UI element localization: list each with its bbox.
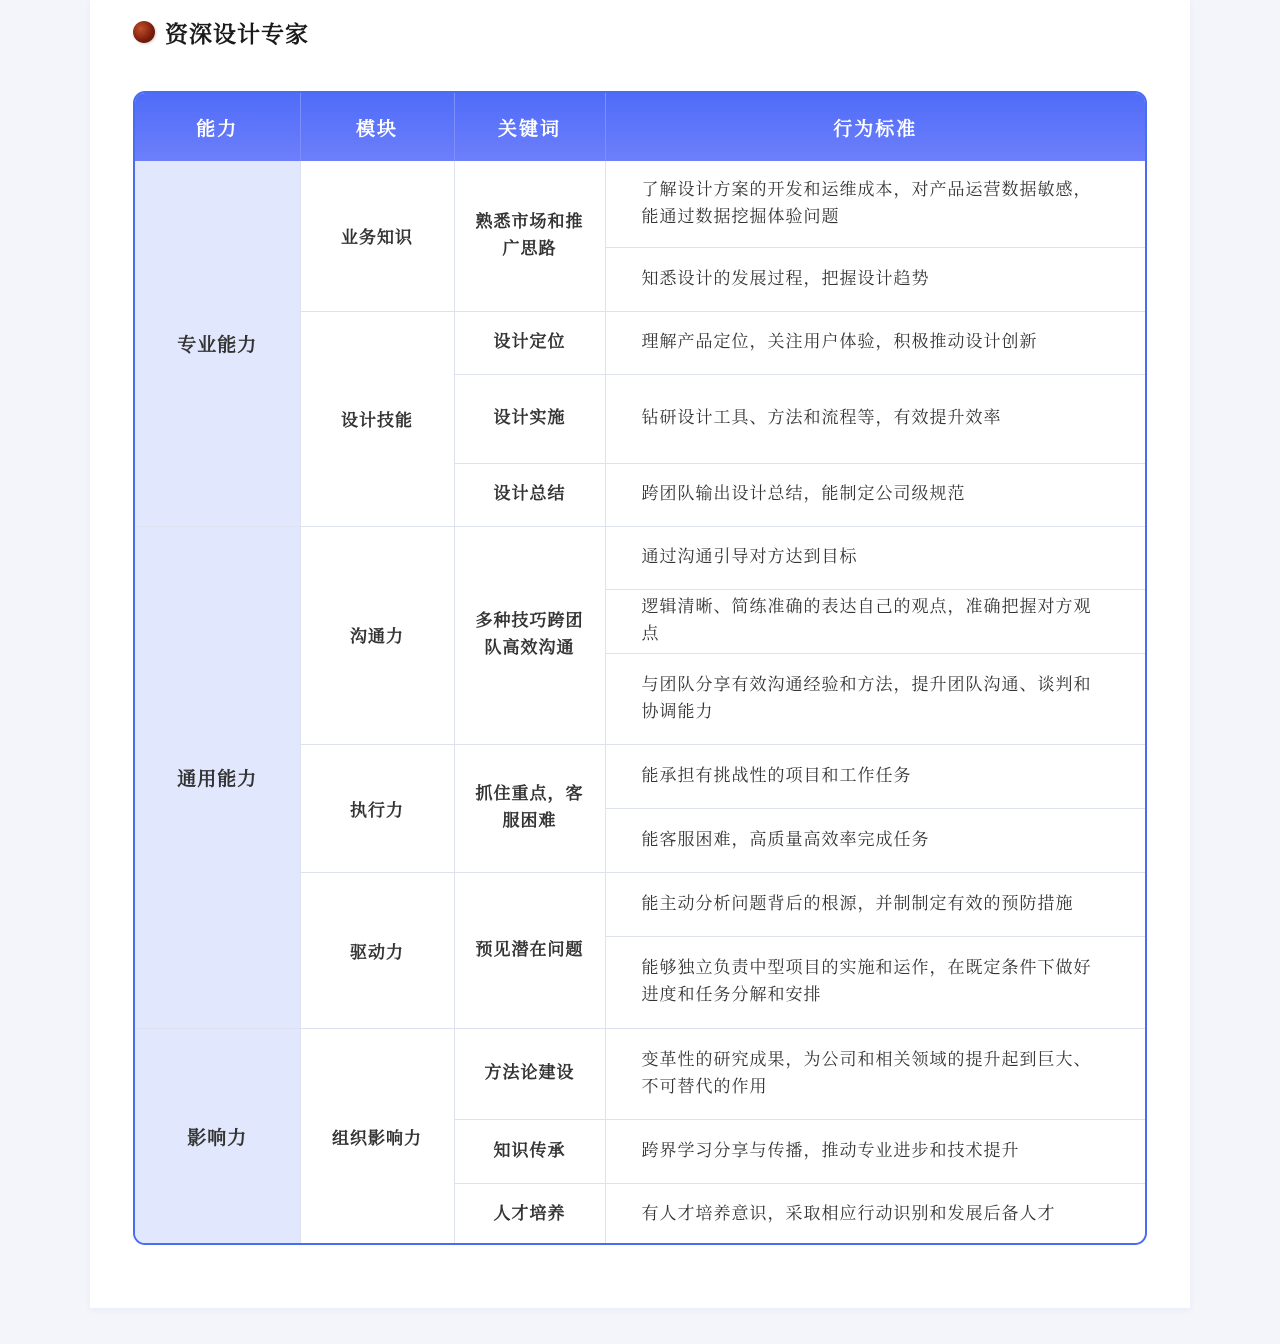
- keyword-cell: 预见潜在问题: [454, 872, 605, 1028]
- standard-cell: 逻辑清晰、简练准确的表达自己的观点，准确把握对方观点: [605, 589, 1145, 653]
- ability-cell: 影响力: [135, 1028, 300, 1245]
- module-cell: 驱动力: [300, 872, 454, 1028]
- standard-cell: 有人才培养意识，采取相应行动识别和发展后备人才: [641, 1203, 1056, 1224]
- section-heading: [133, 14, 309, 50]
- keyword-cell: 方法论建设: [454, 1028, 605, 1119]
- competency-table: [133, 91, 1147, 1245]
- bullet-icon: [133, 21, 155, 43]
- table-header-row: [135, 93, 1145, 161]
- keyword-cell: 熟悉市场和推广思路: [454, 161, 605, 311]
- page-title: 资深设计专家: [165, 21, 309, 48]
- module-cell: 执行力: [300, 744, 454, 872]
- keyword-cell: 知识传承: [454, 1119, 605, 1183]
- standard-cell: 能承担有挑战性的项目和工作任务: [605, 744, 1145, 808]
- header-ability: 能力: [135, 93, 300, 161]
- standard-cell: 能主动分析问题背后的根源，并制制定有效的预防措施: [605, 872, 1145, 936]
- module-cell: 设计技能: [300, 311, 454, 526]
- module-cell: 业务知识: [300, 161, 454, 311]
- keyword-cell: 设计总结: [454, 463, 605, 526]
- standard-cell: 能客服困难，高质量高效率完成任务: [605, 808, 1145, 872]
- keyword-cell: 多种技巧跨团队高效沟通: [454, 526, 605, 744]
- keyword-cell: 设计实施: [454, 374, 605, 463]
- table-row: [135, 1028, 1145, 1119]
- keyword-cell: 人才培养: [454, 1183, 605, 1245]
- standard-cell: 变革性的研究成果，为公司和相关领域的提升起到巨大、不可替代的作用: [605, 1028, 1145, 1119]
- standard-cell: 能够独立负责中型项目的实施和运作，在既定条件下做好进度和任务分解和安排: [605, 936, 1145, 1028]
- keyword-cell: 设计定位: [454, 311, 605, 374]
- standard-cell: 知悉设计的发展过程，把握设计趋势: [605, 247, 1145, 311]
- table-row: [135, 161, 1145, 247]
- standard-cell: 理解产品定位，关注用户体验，积极推动设计创新: [605, 311, 1145, 374]
- header-module: 模块: [300, 93, 454, 161]
- module-cell: 沟通力: [300, 526, 454, 744]
- module-cell: 组织影响力: [300, 1028, 454, 1245]
- ability-cell: 专业能力: [135, 161, 300, 526]
- header-keyword: 关键词: [454, 93, 605, 161]
- standard-cell: 跨团队输出设计总结，能制定公司级规范: [605, 463, 1145, 526]
- keyword-cell: 抓住重点，客服困难: [454, 744, 605, 872]
- ability-cell: 通用能力: [135, 526, 300, 1028]
- standard-cell: 钻研设计工具、方法和流程等，有效提升效率: [605, 374, 1145, 463]
- standard-cell: 与团队分享有效沟通经验和方法，提升团队沟通、谈判和协调能力: [605, 653, 1145, 744]
- standard-cell: 了解设计方案的开发和运维成本，对产品运营数据敏感，能通过数据挖掘体验问题: [605, 161, 1145, 247]
- standard-cell: 跨界学习分享与传播，推动专业进步和技术提升: [605, 1119, 1145, 1183]
- standard-cell: 通过沟通引导对方达到目标: [605, 526, 1145, 589]
- table-row: [135, 526, 1145, 589]
- header-standard: 行为标准: [605, 93, 1145, 161]
